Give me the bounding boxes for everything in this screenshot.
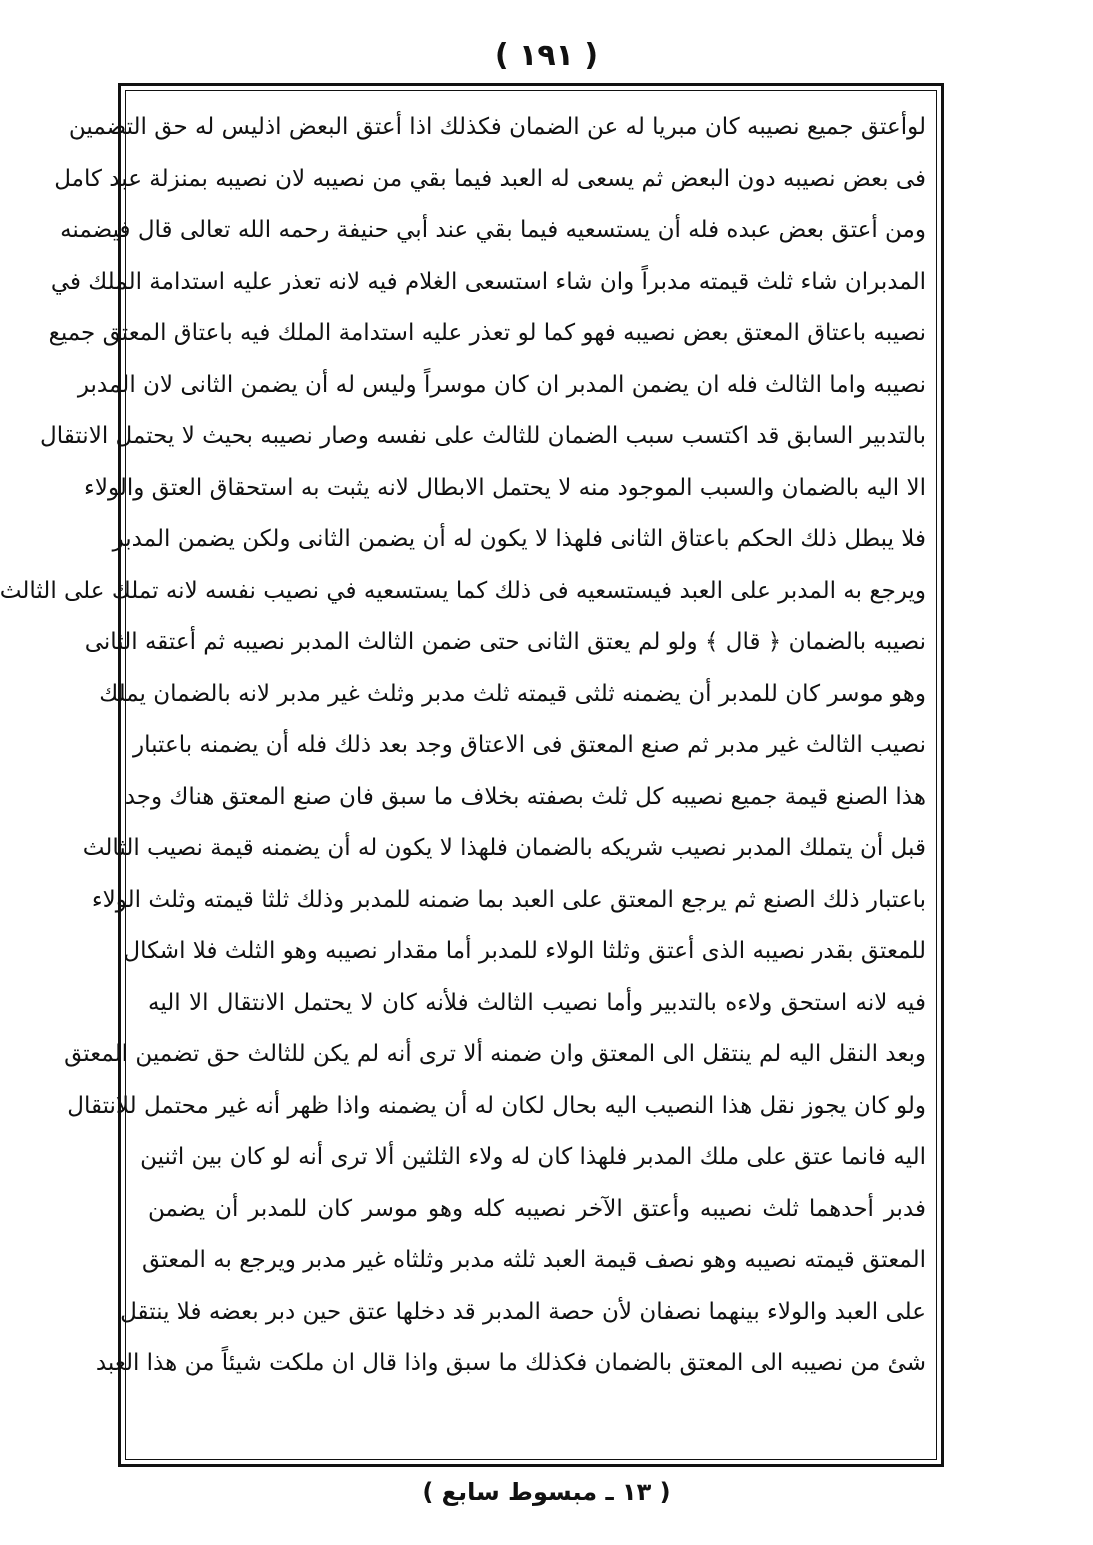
- text-line: المعتق قيمته نصيبه وهو نصف قيمة العبد ثلثه مدبر وثلثاه غير مدبر ويرجع به المعتق: [141, 1247, 926, 1273]
- text-line: باعتبار ذلك الصنع ثم يرجع المعتق على العبد بما ضمنه للمدبر وذلك ثلثا قيمته وثلث الولاء: [91, 886, 926, 913]
- text-line: فى بعض نصيبه دون البعض ثم يسعى له العبد فيما بقي من نصيبه لان نصيبه بمنزلة عبد كامل: [54, 165, 926, 192]
- text-line: قبل أن يتملك المدبر نصيب شريكه بالضمان فلهذا لا يكون له أن يضمنه قيمة نصيب الثالث: [82, 835, 926, 861]
- text-line: على العبد والولاء بينهما نصفان لأن حصة المدبر قد دخلها عتق حين دبر بعضه فلا ينتقل: [120, 1298, 926, 1325]
- text-line: للمعتق بقدر نصيبه الذى أعتق وثلثا الولاء للمدبر أما مقدار نصيبه وهو الثلث فلا اشكال: [123, 938, 926, 964]
- text-body: [0, 102, 926, 1447]
- text-line: اليه فانما عتق على ملك المدبر فلهذا كان له ولاء الثلثين ألا ترى أنه لو كان بين اثنين: [140, 1144, 926, 1170]
- text-line: المدبران شاء ثلث قيمته مدبراً وان شاء استسعى الغلام فيه لانه تعذر عليه استدامة الملك في: [50, 268, 926, 295]
- page-number: ( ١٩١ ): [494, 38, 599, 73]
- text-line: وبعد النقل اليه لم ينتقل الى المعتق وان ضمنه ألا ترى أنه لم يكن للثالث حق تضمين المعتق: [64, 1041, 926, 1067]
- footer-signature: ( ١٣ ـ مبسوط سابع ): [422, 1478, 671, 1506]
- text-line: فلا يبطل ذلك الحكم باعتاق الثانى فلهذا لا يكون له أن يضمن الثانى ولكن يضمن المدبر: [112, 526, 926, 552]
- text-line: ويرجع به المدبر على العبد فيستسعيه فى ذلك كما يستسعيه في نصيب نفسه لانه تملك على الثالث: [0, 577, 926, 604]
- text-line: فيه لانه استحق ولاءه بالتدبير وأما نصيب الثالث فلأنه كان لا يحتمل الانتقال الا اليه: [148, 989, 926, 1016]
- text-line: نصيبه واما الثالث فله ان يضمن المدبر ان كان موسراً وليس له أن يضمن الثانى لان المدبر: [77, 371, 926, 398]
- text-line: نصيبه بالضمان ﴿ قال ﴾ ولو لم يعتق الثانى حتى ضمن الثالث المدبر نصيبه ثم أعتقه الثانى: [84, 629, 926, 655]
- text-line: فدبر أحدهما ثلث نصيبه وأعتق الآخر نصيبه كله وهو موسر كان للمدبر أن يضمن: [148, 1195, 926, 1222]
- text-line: ولو كان يجوز نقل هذا النصيب اليه بحال لكان له أن يضمنه واذا ظهر أنه غير محتمل للانتقال: [67, 1092, 926, 1119]
- text-line: ومن أعتق بعض عبده فله أن يستسعيه فيما بقي عند أبي حنيفة رحمه الله تعالى قال فيضمنه: [60, 217, 926, 243]
- text-line: نصيب الثالث غير مدبر ثم صنع المعتق فى الاعتاق وجد بعد ذلك فله أن يضمنه باعتبار: [132, 732, 926, 758]
- text-line: شئ من نصيبه الى المعتق بالضمان فكذلك ما سبق واذا قال ان ملكت شيئاً من هذا العبد: [95, 1350, 926, 1376]
- text-line: لوأعتق جميع نصيبه كان مبريا له عن الضمان فكذلك اذا أعتق البعض اذليس له حق التضمين: [68, 114, 926, 140]
- text-line: بالتدبير السابق قد اكتسب سبب الضمان للثالث على نفسه وصار نصيبه بحيث لا يحتمل الانتقال: [40, 423, 926, 449]
- text-line: الا اليه بالضمان والسبب الموجود منه لا يحتمل الابطال لانه يثبت به استحقاق العتق والولاء: [84, 474, 926, 501]
- text-line: نصيبه باعتاق المعتق بعض نصيبه فهو كما لو تعذر عليه استدامة الملك فيه باعتاق المعتق جميع: [48, 320, 926, 346]
- text-line: وهو موسر كان للمدبر أن يضمنه ثلثى قيمته ثلث مدبر وثلث غير مدبر لانه بالضمان يملك: [99, 680, 926, 707]
- text-line: هذا الصنع قيمة جميع نصيبه كل ثلث بصفته بخلاف ما سبق فان صنع المعتق هناك وجد: [124, 783, 926, 810]
